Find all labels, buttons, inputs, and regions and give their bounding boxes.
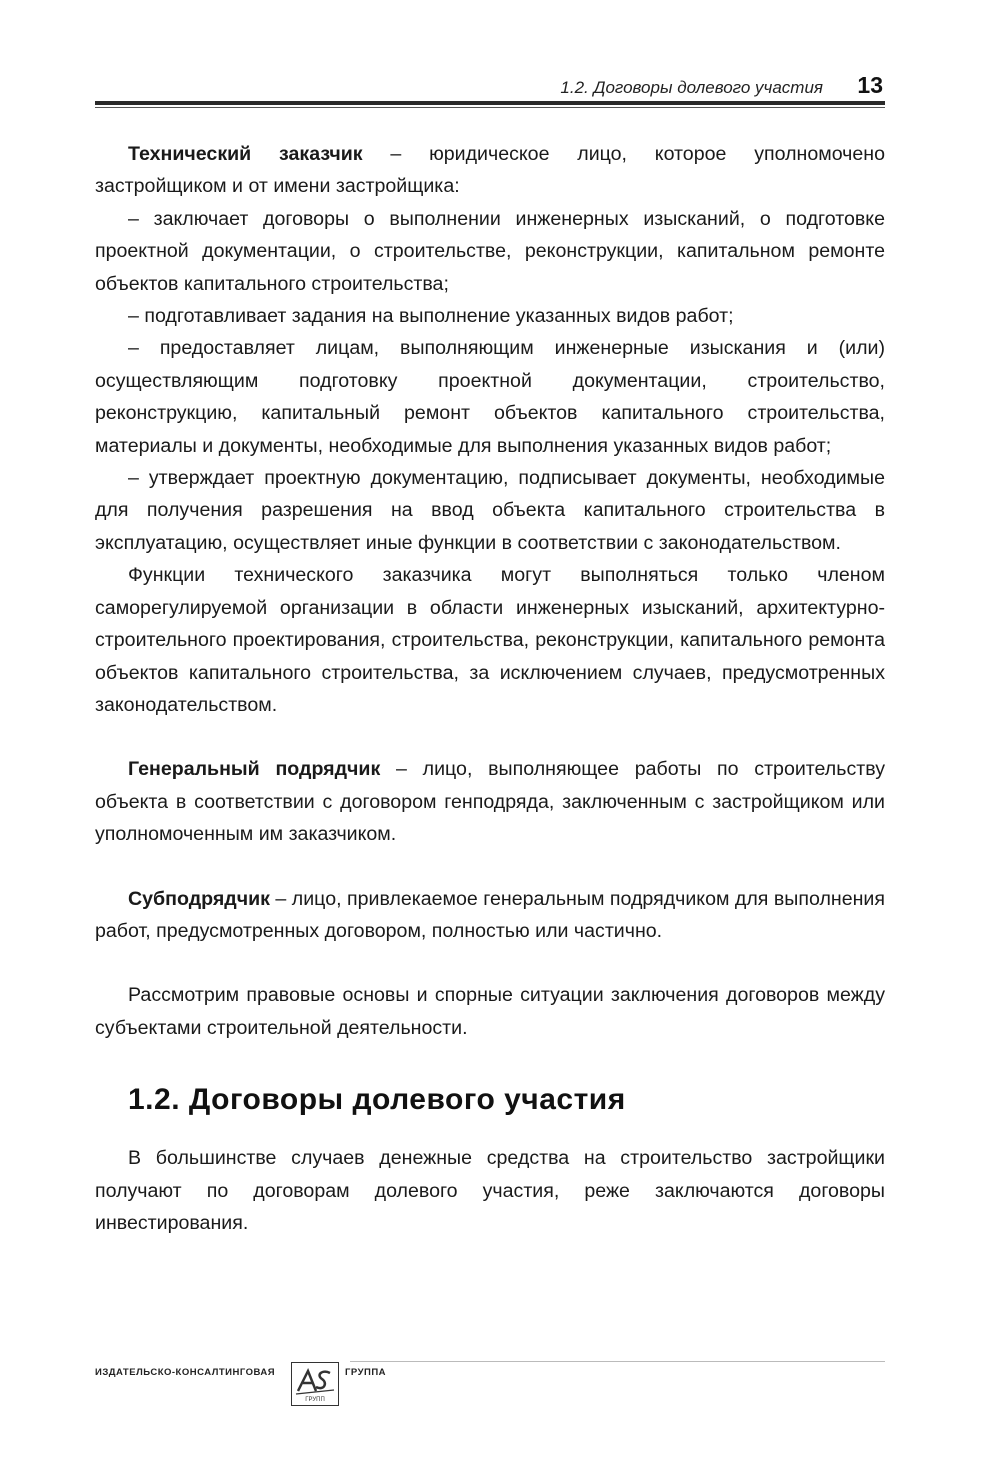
term-general-contractor: Генеральный подрядчик (128, 758, 381, 781)
subcontractor-definition (95, 883, 885, 948)
general-contractor-definition (95, 753, 885, 850)
tech-customer-note: Функции технического заказчика могут выполняться только членом саморегулируемой организации в области инженерных изысканий, архитектурно-строительного проектирования, строительства, реконструкции, капитального ремонта объектов капитального строительства, за исключением случаев, предусмотренных законодательством. (95, 564, 885, 716)
publisher-logo-text: ГРУПП (305, 1397, 325, 1403)
general-contractor-text: – лицо, выполняющее работы по строительству объекта в соответствии с договором генподряда, заключенным с застройщиком или уполномоченным им заказчиком. (95, 758, 885, 846)
subcontractor-text: – лицо, привлекаемое генеральным подрядчиком для выполнения работ, предусмотренных договором, полностью или частично. (95, 887, 885, 942)
list-item: – заключает договоры о выполнении инженерных изысканий, о подготовке проектной документации, о строительстве, реконструкции, капитальном ремонте объектов капитального строительства; (95, 207, 885, 295)
spacer (95, 947, 885, 979)
running-header (95, 66, 885, 106)
list-item: – предоставляет лицам, выполняющим инженерные изыскания и (или) осуществляющим подготовку проектной документации, строительство, реконструкцию, капитальный ремонт объектов капитального строительства, материалы и документы, необходимые для выполнения указанных видов работ; (95, 337, 885, 457)
footer-rule (350, 1361, 885, 1362)
header-rule-thin (95, 107, 885, 108)
running-header-title: 1.2. Договоры долевого участия (560, 78, 823, 97)
term-tech-customer: Технический заказчик (128, 143, 363, 165)
publisher-name-right: ГРУППА (345, 1367, 387, 1378)
section-paragraph: В большинстве случаев денежные средства на строительство застройщики получают по договорам долевого участия, реже заключаются договоры инвестирования. (95, 1147, 885, 1234)
list-item: – подготавливает задания на выполнение указанных видов работ; (128, 305, 734, 328)
spacer (95, 851, 885, 883)
section-heading: 1.2. Договоры долевого участия (128, 1083, 626, 1117)
term-subcontractor: Субподрядчик (128, 887, 270, 910)
tech-customer-definition (95, 138, 885, 203)
list-item: – утверждает проектную документацию, подписывает документы, необходимые для получения разрешения на ввод объекта капитального строительства в эксплуатацию, осуществляет иные функции в соответствии с законодательством. (95, 467, 885, 554)
publisher-logo-icon (291, 1362, 339, 1406)
page-content (95, 138, 885, 1239)
closing-paragraph: Рассмотрим правовые основы и спорные ситуации заключения договоров между субъектами строительной деятельности. (95, 984, 885, 1039)
page-number: 13 (857, 72, 883, 98)
publisher-name-left: ИЗДАТЕЛЬСКО-КОНСАЛТИНГОВАЯ (95, 1367, 276, 1378)
tech-customer-intro: – юридическое лицо, которое уполномочено застройщиком и от имени застройщика: (95, 143, 885, 198)
header-rule (95, 101, 885, 105)
spacer (95, 721, 885, 753)
publisher-footer (95, 1358, 885, 1428)
